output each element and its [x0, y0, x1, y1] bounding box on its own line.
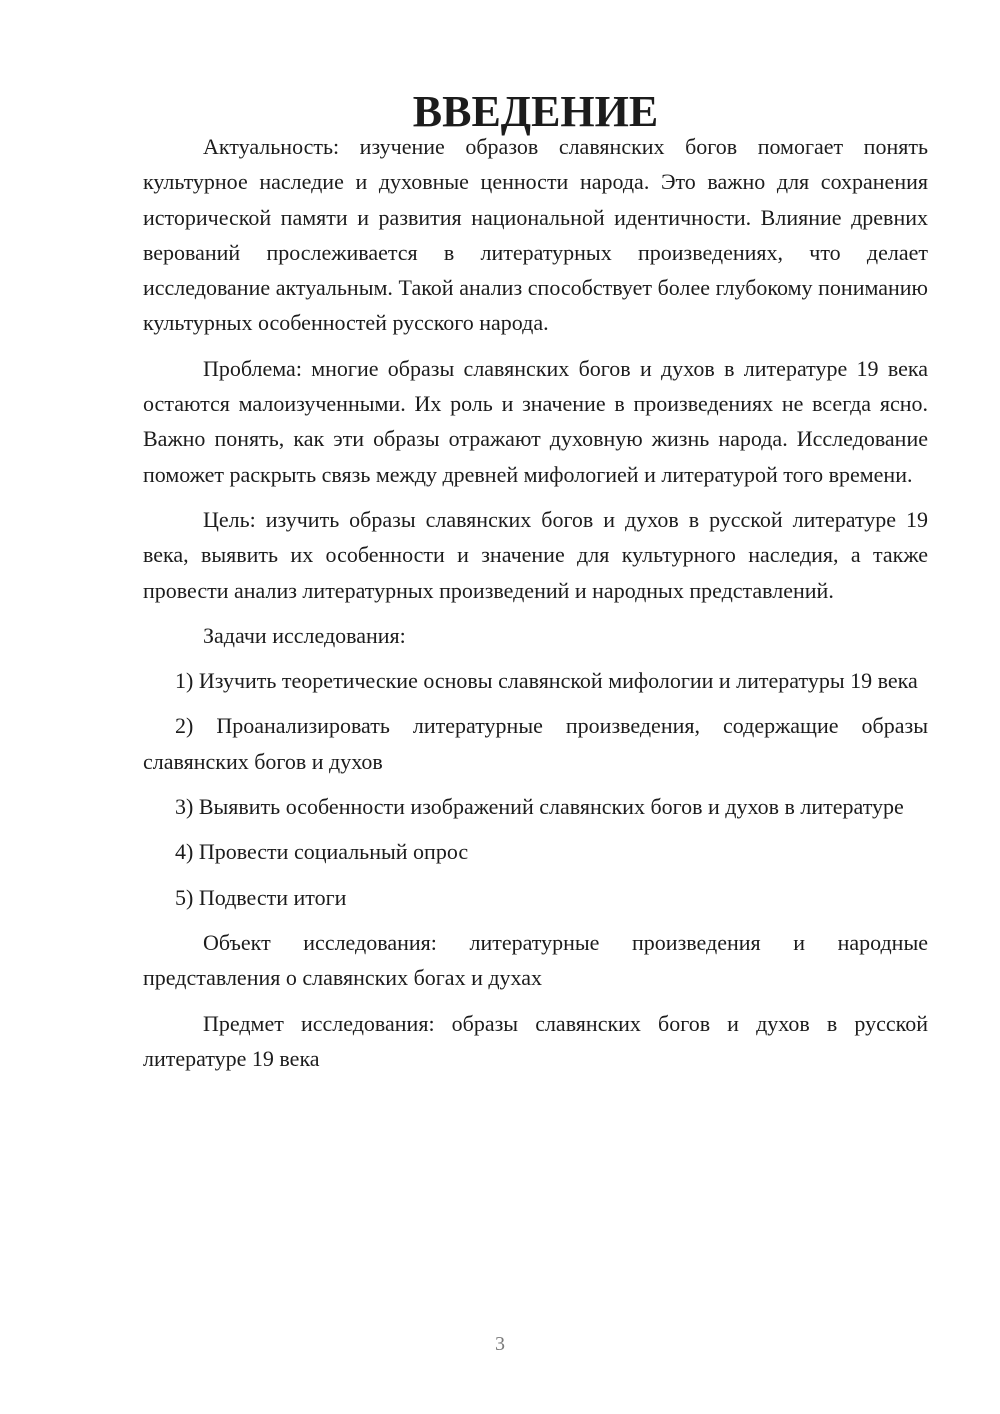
task-item-2: 2) Проанализировать литературные произведения, содержащие образы славянских богов и духов [143, 713, 928, 774]
relevance-paragraph: Актуальность: изучение образов славянских богов помогает понять культурное наследие и духовные ценности народа. Это важно для сохранения исторической памяти и развития национальной идентичности. Влияние древних верований прослеживается в литературных произведениях, что делает исследование актуальным. Такой анализ способствует более глубокому пониманию культурных особенностей русского народа. [143, 134, 928, 336]
tasks-heading: Задачи исследования: [203, 622, 406, 648]
spacer [143, 341, 928, 351]
document-page [143, 87, 928, 1076]
object-paragraph: Объект исследования: литературные произведения и народные представления о славянских богах и духах [143, 929, 928, 991]
document-title: ВВЕДЕНИЕ [412, 87, 659, 136]
spacer [143, 608, 928, 618]
spacer [143, 996, 928, 1006]
task-item-1: 1) Изучить теоретические основы славянской мифологии и литературы 19 века [175, 668, 918, 694]
spacer [143, 870, 928, 880]
task-item-3: 3) Выявить особенности изображений славянских богов и духов в литературе [175, 794, 904, 820]
problem-paragraph: Проблема: многие образы славянских богов и духов в литературе 19 века остаются малоизученными. Их роль и значение в произведениях не всегда ясно. Важно понять, как эти образы отражают духовную жизнь народа. Исследование поможет раскрыть связь между древней мифологией и литературой того времени. [143, 355, 928, 487]
task-item-5: 5) Подвести итоги [175, 884, 347, 910]
spacer [143, 653, 928, 663]
spacer [143, 824, 928, 834]
spacer [143, 698, 928, 708]
page-number: 3 [495, 1333, 505, 1355]
goal-paragraph: Цель: изучить образы славянских богов и духов в русской литературе 19 века, выявить их особенности и значение для культурного наследия, а также провести анализ литературных произведений и народных представлений. [143, 506, 928, 603]
task-item-4: 4) Провести социальный опрос [175, 839, 469, 865]
subject-paragraph: Предмет исследования: образы славянских богов и духов в русской литературе 19 века [143, 1010, 928, 1071]
spacer [143, 492, 928, 502]
spacer [143, 779, 928, 789]
spacer [143, 915, 928, 925]
